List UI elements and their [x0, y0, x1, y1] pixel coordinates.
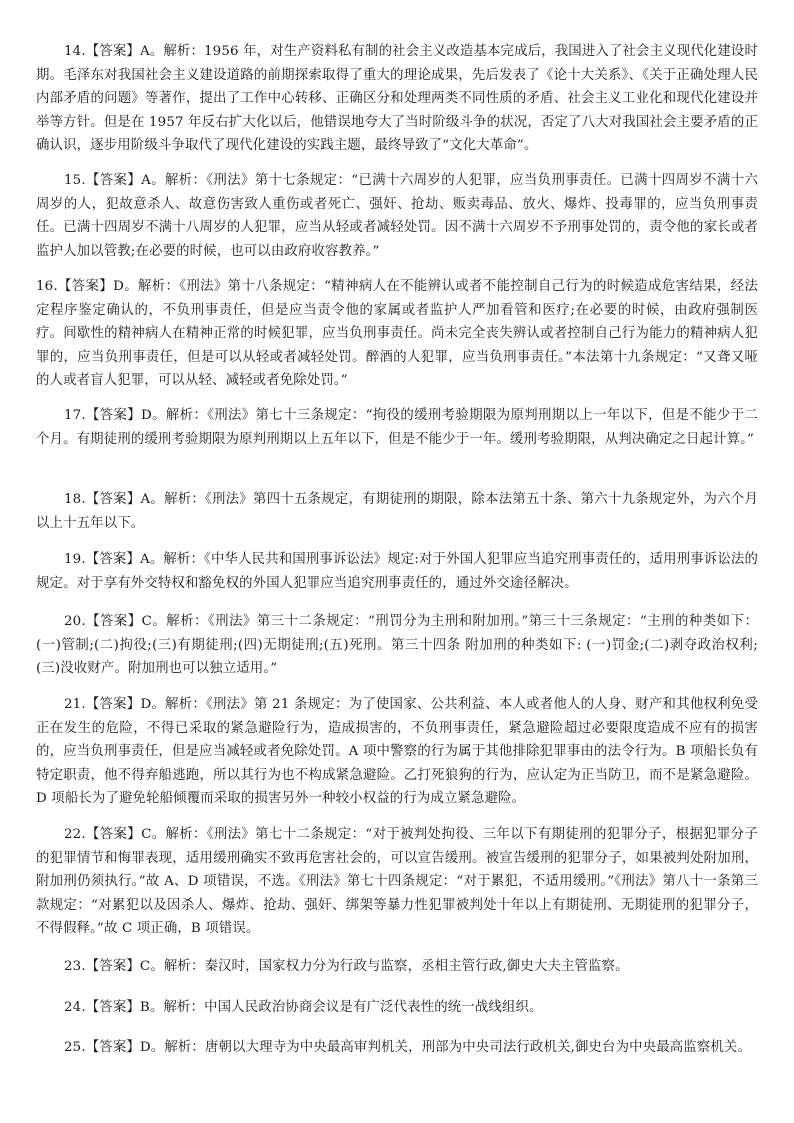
answer-text: A。解析：1956 年，对生产资料私有制的社会主义改造基本完成后，我国进入了社会主义现代化建设时期。毛泽东对我国社会主义建设道路的前期探索取得了重大的理论成果，先后发表了《论十大关系》、《关于正确处理人民内部矛盾的问题》等著作，提出了工作中心转移、正确区分和处理两类不同性质的矛盾、社会主义工业化和现代化建设并举等方针。但是在 1957 年反右扩大化以后，他错误地夸大了当时阶级斗争的状况，否定了八大对我国社会主要矛盾的正确认识，逐步用阶级斗争取代了现代化建设的实践主题，最终导致了“文化大革命”。	[36, 44, 758, 153]
answer-text: D。解析：《刑法》第 21 条规定：为了使国家、公共利益、本人或者他人的人身、财产和其他权利免受正在发生的危险，不得已采取的紧急避险行为，造成损害的，不负刑事责任，紧急避险超过必要限度造成不应有的损害的，应当负刑事责任，但是应当减轻或者免除处罚。A 项中警察的行为属于其他排除犯罪事由的法令行为。B 项船长负有特定职责，他不得弃船逃跑，所以其行为也不构成紧急避险。乙打死狼狗的行为，应认定为正当防卫，而不是紧急避险。D 项船长为了避免轮船倾覆而采取的损害另外一种较小权益的行为成立紧急避险。	[36, 697, 758, 806]
answer-14	[36, 40, 758, 158]
answer-16	[36, 275, 758, 393]
answer-text: D。解析：《刑法》第七十三条规定：“拘役的缓刑考验期限为原判刑期以上一年以下，但是不能少于二个月。有期徒刑的缓刑考验期限为原判刑期以上五年以下，但是不能少于一年。缓刑考验期限，从判决确定之日起计算。”	[36, 408, 758, 447]
answer-24	[36, 996, 758, 1020]
answer-lead: 25.【答案】	[64, 1040, 140, 1055]
answer-lead: 18.【答案】	[64, 492, 141, 507]
answer-lead: 19.【答案】	[64, 552, 141, 567]
answer-text: C。解析：《刑法》第三十二条规定：“刑罚分为主刑和附加刑。”第三十三条规定：“主刑的种类如下：(一)管制;(二)拘役;(三)有期徒刑;(四)无期徒刑;(五)死刑。第三十四条 附加刑的种类如下: (一)罚金;(二)剥夺政治权利;(三)没收财产。附加刑也可以独立适用。”	[36, 614, 758, 676]
answer-18	[36, 488, 758, 535]
answer-lead: 16.【答案】	[36, 279, 114, 294]
answer-lead: 22.【答案】	[64, 827, 142, 842]
answer-text: D。解析：《刑法》第十八条规定：“精神病人在不能辨认或者不能控制自己行为的时候造成危害结果，经法定程序鉴定确认的，不负刑事责任，但是应当责令他的家属或者监护人严加看管和医疗;在必要的时候，由政府强制医疗。间歇性的精神病人在精神正常的时候犯罪，应当负刑事责任。尚未完全丧失辨认或者控制自己行为能力的精神病人犯罪的，应当负刑事责任，但是可以从轻或者减轻处罚。醉酒的人犯罪，应当负刑事责任。”本法第十九条规定：“又聋又哑的人或者盲人犯罪，可以从轻、减轻或者免除处罚。”	[36, 279, 758, 388]
answer-lead: 21.【答案】	[64, 697, 141, 712]
answer-17	[36, 404, 758, 451]
answer-25	[36, 1036, 758, 1060]
answer-lead: 15.【答案】	[64, 173, 142, 188]
answer-text: A。解析：《中华人民共和国刑事诉讼法》规定:对于外国人犯罪应当追究刑事责任的，适用刑事诉讼法的规定。对于享有外交特权和豁免权的外国人犯罪应当追究刑事责任的，通过外交途径解决。	[36, 552, 758, 591]
answer-text: C。解析：秦汉时，国家权力分为行政与监察，丞相主管行政,御史大夫主管监察。	[139, 959, 629, 974]
answer-lead: 14.【答案】	[64, 44, 140, 59]
answer-21	[36, 693, 758, 811]
answer-text: A。解析：《刑法》第四十五条规定，有期徒刑的期限，除本法第五十条、第六十九条规定外，为六个月以上十五年以下。	[36, 492, 758, 531]
answer-lead: 20.【答案】	[64, 614, 142, 629]
answer-text: A。解析：《刑法》第十七条规定：“已满十六周岁的人犯罪，应当负刑事责任。已满十四周岁不满十六周岁的人，犯故意杀人、故意伤害致人重伤或者死亡、强奸、抢劫、贩卖毒品、放火、爆炸、投毒罪的，应当负刑事责任。已满十四周岁不满十八周岁的人犯罪，应当从轻或者减轻处罚。因不满十六周岁不予刑事处罚的，责令他的家长或者监护人加以管教;在必要的时候，也可以由政府收容教养。”	[36, 173, 758, 259]
answer-20	[36, 610, 758, 681]
answer-text: D。解析：唐朝以大理寺为中央最高审判机关，刑部为中央司法行政机关,御史台为中央最高监察机关。	[139, 1040, 751, 1055]
answer-lead: 23.【答案】	[64, 959, 140, 974]
answer-lead: 24.【答案】	[64, 1000, 140, 1015]
answer-22	[36, 823, 758, 941]
answer-19	[36, 548, 758, 595]
answer-text: B。解析：中国人民政治协商会议是有广泛代表性的统一战线组织。	[139, 1000, 543, 1015]
answer-15	[36, 169, 758, 263]
answer-lead: 17.【答案】	[64, 408, 142, 423]
answer-text: C。解析：《刑法》第七十二条规定：“对于被判处拘役、三年以下有期徒刑的犯罪分子，根据犯罪分子的犯罪情节和悔罪表现，适用缓刑确实不致再危害社会的，可以宣告缓刑。被宣告缓刑的犯罪分子，如果被判处附加刑，附加刑仍须执行。”故 A、D 项错误，不选。《刑法》第七十四条规定：“对于累犯，不适用缓刑。”《刑法》第八十一条第三款规定：“对累犯以及因杀人、爆炸、抢劫、强奸、绑架等暴力性犯罪被判处十年以上有期徒刑、无期徒刑的犯罪分子，不得假释。”故 C 项正确，B 项错误。	[36, 827, 758, 936]
answer-23	[36, 955, 758, 979]
